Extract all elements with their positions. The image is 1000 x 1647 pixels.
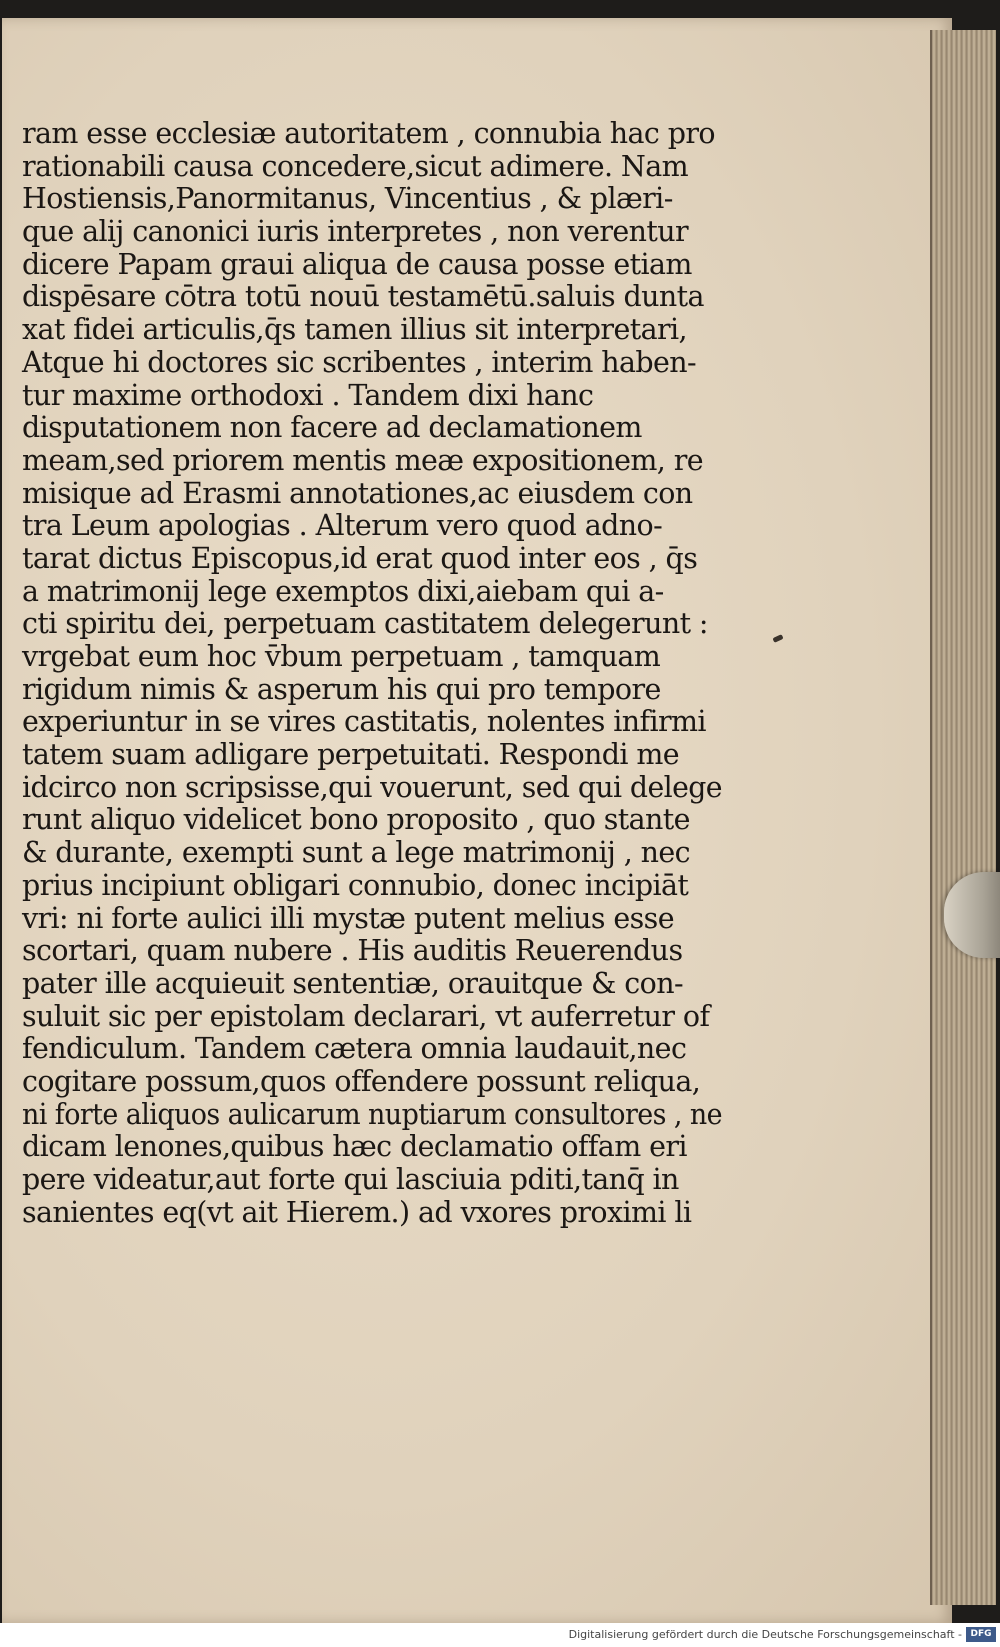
footer-bar — [0, 1623, 1000, 1647]
text-line: prius incipiunt obligari connubio, donec incipiāt — [22, 868, 689, 902]
text-line: scortari, quam nubere . His auditis Reuerendus — [22, 934, 683, 968]
funding-credit: Digitalisierung gefördert durch die Deutsche Forschungsgemeinschaft - — [568, 1628, 962, 1641]
text-line: disputationem non facere ad declamationem — [22, 411, 642, 445]
dfg-logo: DFG — [966, 1627, 996, 1642]
text-line: dispēsare cōtra totū nouū testamētū.saluis dunta — [22, 280, 704, 314]
text-line: experiuntur in se vires castitatis, nolentes infirmi — [22, 705, 706, 739]
text-line: tarat dictus Episcopus,id erat quod inter eos , q̄s — [22, 541, 698, 575]
text-line: suluit sic per epistolam declarari, vt auferretur of — [22, 999, 710, 1033]
text-line: pere videatur,aut forte qui lasciuia pditi,tanq̄ in — [22, 1163, 679, 1196]
text-line: cti spiritu dei, perpetuam castitatem delegerunt : — [22, 607, 708, 641]
text-line: vrgebat eum hoc v̄bum perpetuam , tamquam — [22, 640, 661, 673]
text-line: a matrimonij lege exemptos dixi,aiebam qui a- — [22, 574, 664, 608]
text-line: meam,sed priorem mentis meæ expositionem, re — [22, 443, 703, 477]
text-line: ram esse ecclesiæ autoritatem , connubia hac pro — [22, 117, 715, 150]
text-line: xat fidei articulis,q̄s tamen illius sit interpretari, — [22, 313, 687, 347]
text-line: pater ille acquieuit sententiæ, orauitque & con- — [22, 966, 683, 1000]
text-line: ni forte aliquos aulicarum nuptiarum consultores , ne — [22, 1097, 722, 1131]
text-line: sanientes eq(vt ait Hierem.) ad vxores proximi li — [22, 1195, 692, 1229]
text-line: rationabili causa concedere,sicut adimere. Nam — [22, 149, 689, 183]
text-line: Atque hi doctores sic scribentes , interim haben- — [22, 345, 697, 379]
text-line: tur maxime orthodoxi . Tandem dixi hanc — [22, 378, 594, 412]
text-line: misique ad Erasmi annotationes,ac eiusdem con — [22, 476, 693, 510]
page-text — [22, 118, 722, 1229]
page-edges — [930, 30, 996, 1605]
text-line: vri: ni forte aulici illi mystæ putent melius esse — [22, 901, 674, 935]
text-line: idcirco non scripsisse,qui vouerunt, sed qui delege — [22, 770, 722, 804]
text-line: dicam lenones,quibus hæc declamatio offam eri — [22, 1130, 687, 1164]
text-line: rigidum nimis & asperum his qui pro tempore — [22, 672, 661, 706]
text-line: & durante, exempti sunt a lege matrimonij , nec — [22, 836, 691, 870]
text-line: runt aliquo videlicet bono proposito , quo stante — [22, 803, 690, 837]
text-line: tra Leum apologias . Alterum vero quod adno- — [22, 509, 663, 543]
text-line: Hostiensis,Panormitanus, Vincentius , & plæri- — [22, 182, 673, 216]
text-line: fendiculum. Tandem cætera omnia laudauit,nec — [22, 1032, 687, 1066]
text-line: tatem suam adligare perpetuitati. Respondi me — [22, 738, 680, 772]
text-line: dicere Papam graui aliqua de causa posse etiam — [22, 247, 692, 281]
text-line: cogitare possum,quos offendere possunt reliqua, — [22, 1064, 701, 1098]
text-line: que alij canonici iuris interpretes , non verentur — [22, 215, 689, 249]
